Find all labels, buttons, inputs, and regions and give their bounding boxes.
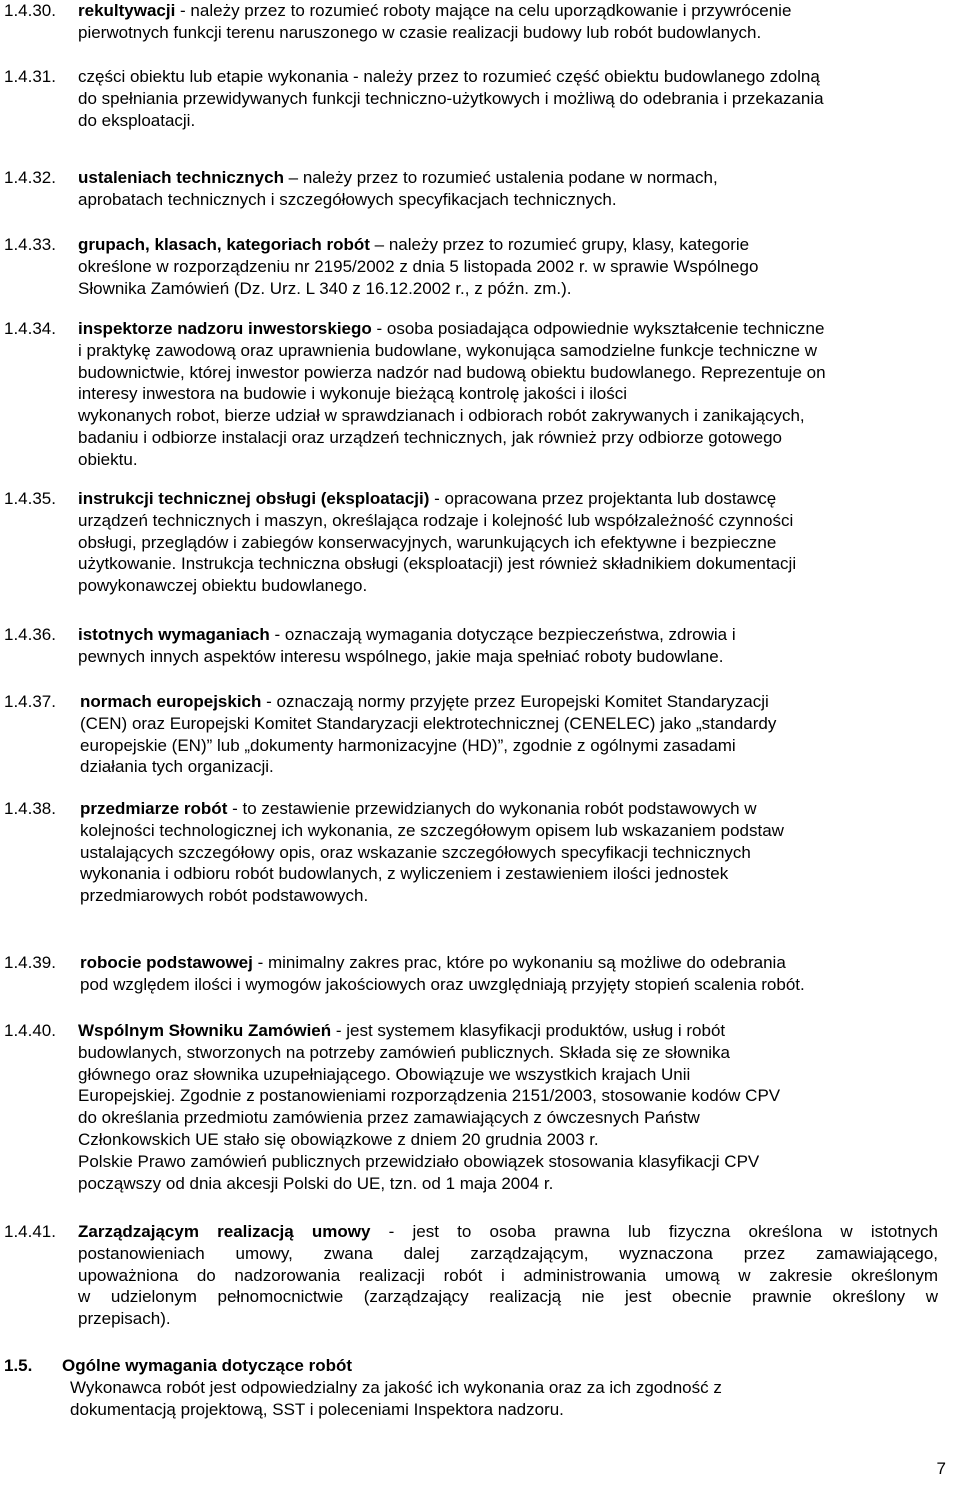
definition-number: 1.4.34. xyxy=(4,319,56,338)
definition-term: Zarządzającym realizacją umowy xyxy=(78,1222,371,1241)
definition-number: 1.4.37. xyxy=(4,692,56,711)
section-text: Wykonawca robót jest odpowiedzialny za jakość ich wykonania oraz za ich zgodność z dokumentacją projektową, SST i poleceniami Inspektora nadzoru. xyxy=(70,1378,722,1419)
definition-number: 1.4.40. xyxy=(4,1021,56,1040)
definition-term: rekultywacji xyxy=(78,1,176,20)
definition-term: istotnych wymaganiach xyxy=(78,625,270,644)
definition-term: instrukcji technicznej obsługi (eksploatacji) xyxy=(78,489,430,508)
definition-number: 1.4.36. xyxy=(4,625,56,644)
section-number: 1.5. xyxy=(4,1356,33,1375)
definition-number: 1.4.39. xyxy=(4,953,56,972)
definition-text: grupach, klasach, kategoriach robót – należy przez to rozumieć grupy, klasy, kategorie określone w rozporządzeniu nr 2195/2002 z dnia 5 listopada 2002 r. w sprawie Wspólnego Słownika Zamówień (Dz. Urz. L 340 z 16.12.2002 r., z późn. zm.). xyxy=(78,235,759,298)
definition-text: instrukcji technicznej obsługi (eksploatacji) - opracowana przez projektanta lub dostawcę urządzeń technicznych i maszyn, określająca rodzaje i kolejność lub współzależność czynności obsługi, przeglądów i zabiegów konserwacyjnych, warunkujących ich efektywne i bezpieczne użytkowanie. Instrukcja techniczna obsługi (eksploatacji) jest również składnikiem dokumentacji powykonawczej obiektu budowlanego. xyxy=(78,489,797,596)
definition-term: grupach, klasach, kategoriach robót xyxy=(78,235,370,254)
definition-number: 1.4.35. xyxy=(4,489,56,508)
definition-text: Zarządzającym realizacją umowy - jest to osoba prawna lub fizyczna określona w istotnych postanowieniach umowy, zwana dalej zarządzającym, wyznaczona przez zamawiającego, upoważniona do nadzorowania realizacji robót i administrowania umową w zakresie określonym w udzielonym pełnomocnictwie (zarządzający realizacją nie jest obecnie prawnie określony w przepisach). xyxy=(78,1222,938,1329)
definition-term: normach europejskich xyxy=(80,692,262,711)
definition-text: inspektorze nadzoru inwestorskiego - osoba posiadająca odpowiednie wykształcenie techniczne i praktykę zawodową oraz uprawnienia budowlane, wykonująca samodzielne funkcje techniczne w budownictwie, której inwestor powierza nadzór nad budową obiektu budowlanego. Reprezentuje on interesy inwestora na budowie i wykonuje bieżącą kontrolę jakości i ilości wykonanych robot, bierze udział w sprawdzianach i odbiorach robót zakrywanych i zanikających, badaniu i odbiorze instalacji oraz urządzeń technicznych, jak również przy odbiorze gotowego obiektu. xyxy=(78,319,826,469)
section-title: Ogólne wymagania dotyczące robót xyxy=(62,1356,353,1375)
definition-text: istotnych wymaganiach - oznaczają wymagania dotyczące bezpieczeństwa, zdrowia i pewnych innych aspektów interesu wspólnego, jakie maja spełniać roboty budowlane. xyxy=(78,625,736,666)
page-number: 7 xyxy=(936,1459,946,1478)
definition-text: ustaleniach technicznych – należy przez to rozumieć ustalenia podane w normach, aprobatach technicznych i szczegółowych specyfikacjach technicznych. xyxy=(78,168,718,209)
definition-term: robocie podstawowej xyxy=(80,953,253,972)
definition-term: inspektorze nadzoru inwestorskiego xyxy=(78,319,372,338)
definition-term: ustaleniach technicznych xyxy=(78,168,284,187)
definition-text: przedmiarze robót - to zestawienie przewidzianych do wykonania robót podstawowych w kolejności technologicznej ich wykonania, ze szczegółowym opisem lub wskazaniem podstaw ustalających szczegółowy opis, oraz wskazanie szczegółowych specyfikacji technicznych wykonania i odbioru robót budowlanych, z wyliczeniem i zestawieniem ilości jednostek przedmiarowych robót podstawowych. xyxy=(80,799,784,906)
definition-text: normach europejskich - oznaczają normy przyjęte przez Europejski Komitet Standaryzacji (CEN) oraz Europejski Komitet Standaryzacji elektrotechnicznej (CENELEC) jako „standardy europejskie (EN)” lub „dokumenty harmonizacyjne (HD)”, zgodnie z ogólnymi zasadami działania tych organizacji. xyxy=(80,692,777,777)
definition-number: 1.4.38. xyxy=(4,799,56,818)
definition-number: 1.4.33. xyxy=(4,235,56,254)
definition-number: 1.4.30. xyxy=(4,1,56,20)
definition-text: robocie podstawowej - minimalny zakres prac, które po wykonaniu są możliwe do odebrania pod względem ilości i wymogów jakościowych oraz uwzględniają przyjęty stopień scalenia robót. xyxy=(80,953,805,994)
definition-number: 1.4.32. xyxy=(4,168,56,187)
definition-text: części obiektu lub etapie wykonania - należy przez to rozumieć część obiektu budowlanego zdolną do spełniania przewidywanych funkcji techniczno-użytkowych i możliwą do odebrania i przekazania do eksploatacji. xyxy=(78,67,824,130)
definition-text: Wspólnym Słowniku Zamówień - jest systemem klasyfikacji produktów, usług i robót budowlanych, stworzonych na potrzeby zamówień publicznych. Składa się ze słownika głównego oraz słownika uzupełniającego. Obowiązuje we wszystkich krajach Unii Europejskiej. Zgodnie z postanowieniami rozporządzenia 2151/2003, stosowanie kodów CPV do określania przedmiotu zamówienia przez zamawiających z ówczesnych Państw Członkowskich UE stało się obowiązkowe z dniem 20 grudnia 2003 r. Polskie Prawo zamówień publicznych przewidziało obowiązek stosowania klasyfikacji CPV począwszy od dnia akcesji Polski do UE, tzn. od 1 maja 2004 r. xyxy=(78,1021,781,1193)
definition-term: Wspólnym Słowniku Zamówień xyxy=(78,1021,332,1040)
definition-term: przedmiarze robót xyxy=(80,799,228,818)
definition-number: 1.4.41. xyxy=(4,1222,56,1241)
definition-text: rekultywacji - należy przez to rozumieć roboty mające na celu uporządkowanie i przywrócenie pierwotnych funkcji terenu naruszonego w czasie realizacji budowy lub robót budowlanych. xyxy=(78,1,792,42)
definition-number: 1.4.31. xyxy=(4,67,56,86)
